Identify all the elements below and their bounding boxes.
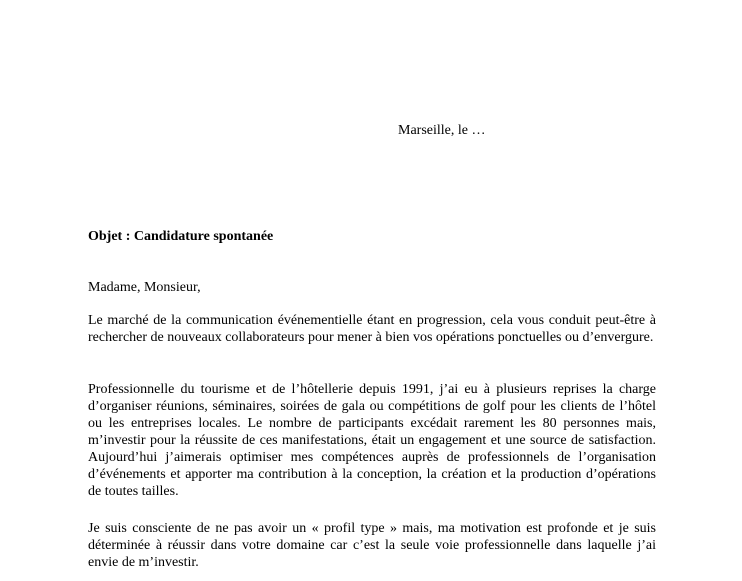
paragraph-intro: Le marché de la communication événementielle étant en progression, cela vous conduit peut-être à rechercher de nouveaux collaborateurs pour mener à bien vos opérations ponctuelles ou d’envergure.	[88, 313, 656, 345]
place-date: Marseille, le …	[398, 123, 486, 138]
paragraph-experience: Professionnelle du tourisme et de l’hôtellerie depuis 1991, j’ai eu à plusieurs reprises la charge d’organiser réunions, séminaires, soirées de gala ou compétitions de golf pour les clients de l’hôtel ou les entreprises locales. Le nombre de participants excédait rarement les 80 personnes mais, m’investir pour la réussite de ces manifestations, était un engagement et une source de satisfaction. Aujourd’hui j’aimerais optimiser mes compétences auprès de professionnels de l’organisation d’événements et apporter ma contribution à la conception, la création et la production d’opérations de toutes tailles.	[88, 382, 656, 499]
salutation: Madame, Monsieur,	[88, 280, 201, 295]
letter-subject: Objet : Candidature spontanée	[88, 229, 274, 244]
paragraph-motivation: Je suis consciente de ne pas avoir un « profil type » mais, ma motivation est profonde et je suis déterminée à réussir dans votre domaine car c’est la seule voie professionnelle dans laquelle j’ai envie de m’investir.	[88, 521, 656, 570]
